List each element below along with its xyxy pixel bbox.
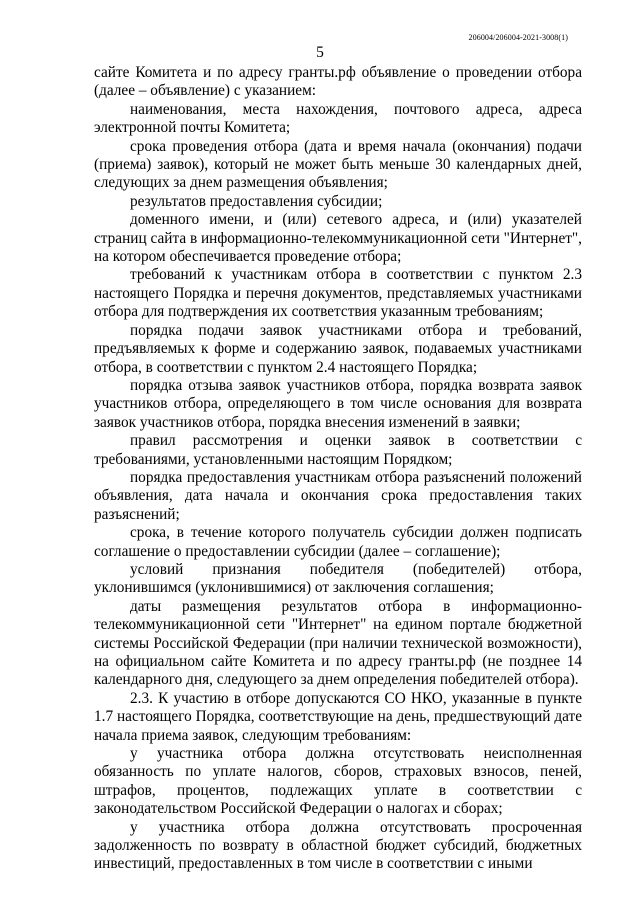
paragraph: даты размещения результатов отбора в информационно-телекоммуникационной сети "Интернет" на едином портале бюджетной системы Российской Федерации (при наличии технической возможности), на официальном сайте Комитета и по адресу гранты.рф (не позднее 14 календарного дня, следующего за днем определения победителей отбора). — [94, 597, 582, 689]
paragraph: у участника отбора должна отсутствовать просроченная задолженность по возврату в областной бюджет субсидий, бюджетных инвестиций, предоставленных в том числе в соответствии с иными — [94, 818, 582, 873]
paragraph: порядка отзыва заявок участников отбора, порядка возврата заявок участников отбора, определяющего в том числе основания для возврата заявок участников отбора, порядка внесения изменений в заявки; — [94, 376, 582, 431]
paragraph: у участника отбора должна отсутствовать неисполненная обязанность по уплате налогов, сборов, страховых взносов, пеней, штрафов, процентов, подлежащих уплате в соответствии с законодательством Российской Федерации о налогах и сборах; — [94, 745, 582, 818]
section-paragraph: 2.3. К участию в отборе допускаются СО НКО, указанные в пункте 1.7 настоящего Порядка, соответствующие на день, предшествующий дате начала приема заявок, следующим требованиям: — [94, 689, 582, 744]
paragraph: требований к участникам отбора в соответствии с пунктом 2.3 настоящего Порядка и перечня документов, представляемых участниками отбора для подтверждения их соответствия указанным требованиям; — [94, 266, 582, 321]
paragraph: срока, в течение которого получатель субсидии должен подписать соглашение о предоставлении субсидии (далее – соглашение); — [94, 524, 582, 560]
page-number: 5 — [316, 44, 324, 61]
paragraph: срока проведения отбора (дата и время начала (окончания) подачи (приема) заявок), который не может быть меньше 30 календарных дней, следующих за днем размещения объявления; — [94, 137, 582, 192]
paragraph: условий признания победителя (победителей) отбора, уклонившимся (уклонившимися) от заключения соглашения; — [94, 560, 582, 597]
paragraph: наименования, места нахождения, почтового адреса, адреса электронной почты Комитета; — [94, 100, 582, 137]
paragraph: правил рассмотрения и оценки заявок в соответствии с требованиями, установленными настоящим Порядком; — [94, 432, 582, 468]
paragraph: порядка предоставления участникам отбора разъяснений положений объявления, дата начала и окончания срока предоставления таких разъяснений; — [94, 468, 582, 523]
paragraph: сайте Комитета и по адресу гранты.рф объявление о проведении отбора (далее – объявление) с указанием: — [94, 64, 582, 100]
paragraph: результатов предоставления субсидии; — [130, 192, 383, 210]
paragraph: порядка подачи заявок участниками отбора и требований, предъявляемых к форме и содержанию заявок, подаваемых участниками отбора, в соответствии с пунктом 2.4 настоящего Порядка; — [94, 321, 582, 376]
document-body — [94, 64, 582, 874]
document-id: 206004/206004-2021-3008(1) — [468, 33, 568, 42]
paragraph: доменного имени, и (или) сетевого адреса, и (или) указателей страниц сайта в информационно-телекоммуникационной сети "Интернет", на котором обеспечивается проведение отбора; — [94, 211, 582, 266]
